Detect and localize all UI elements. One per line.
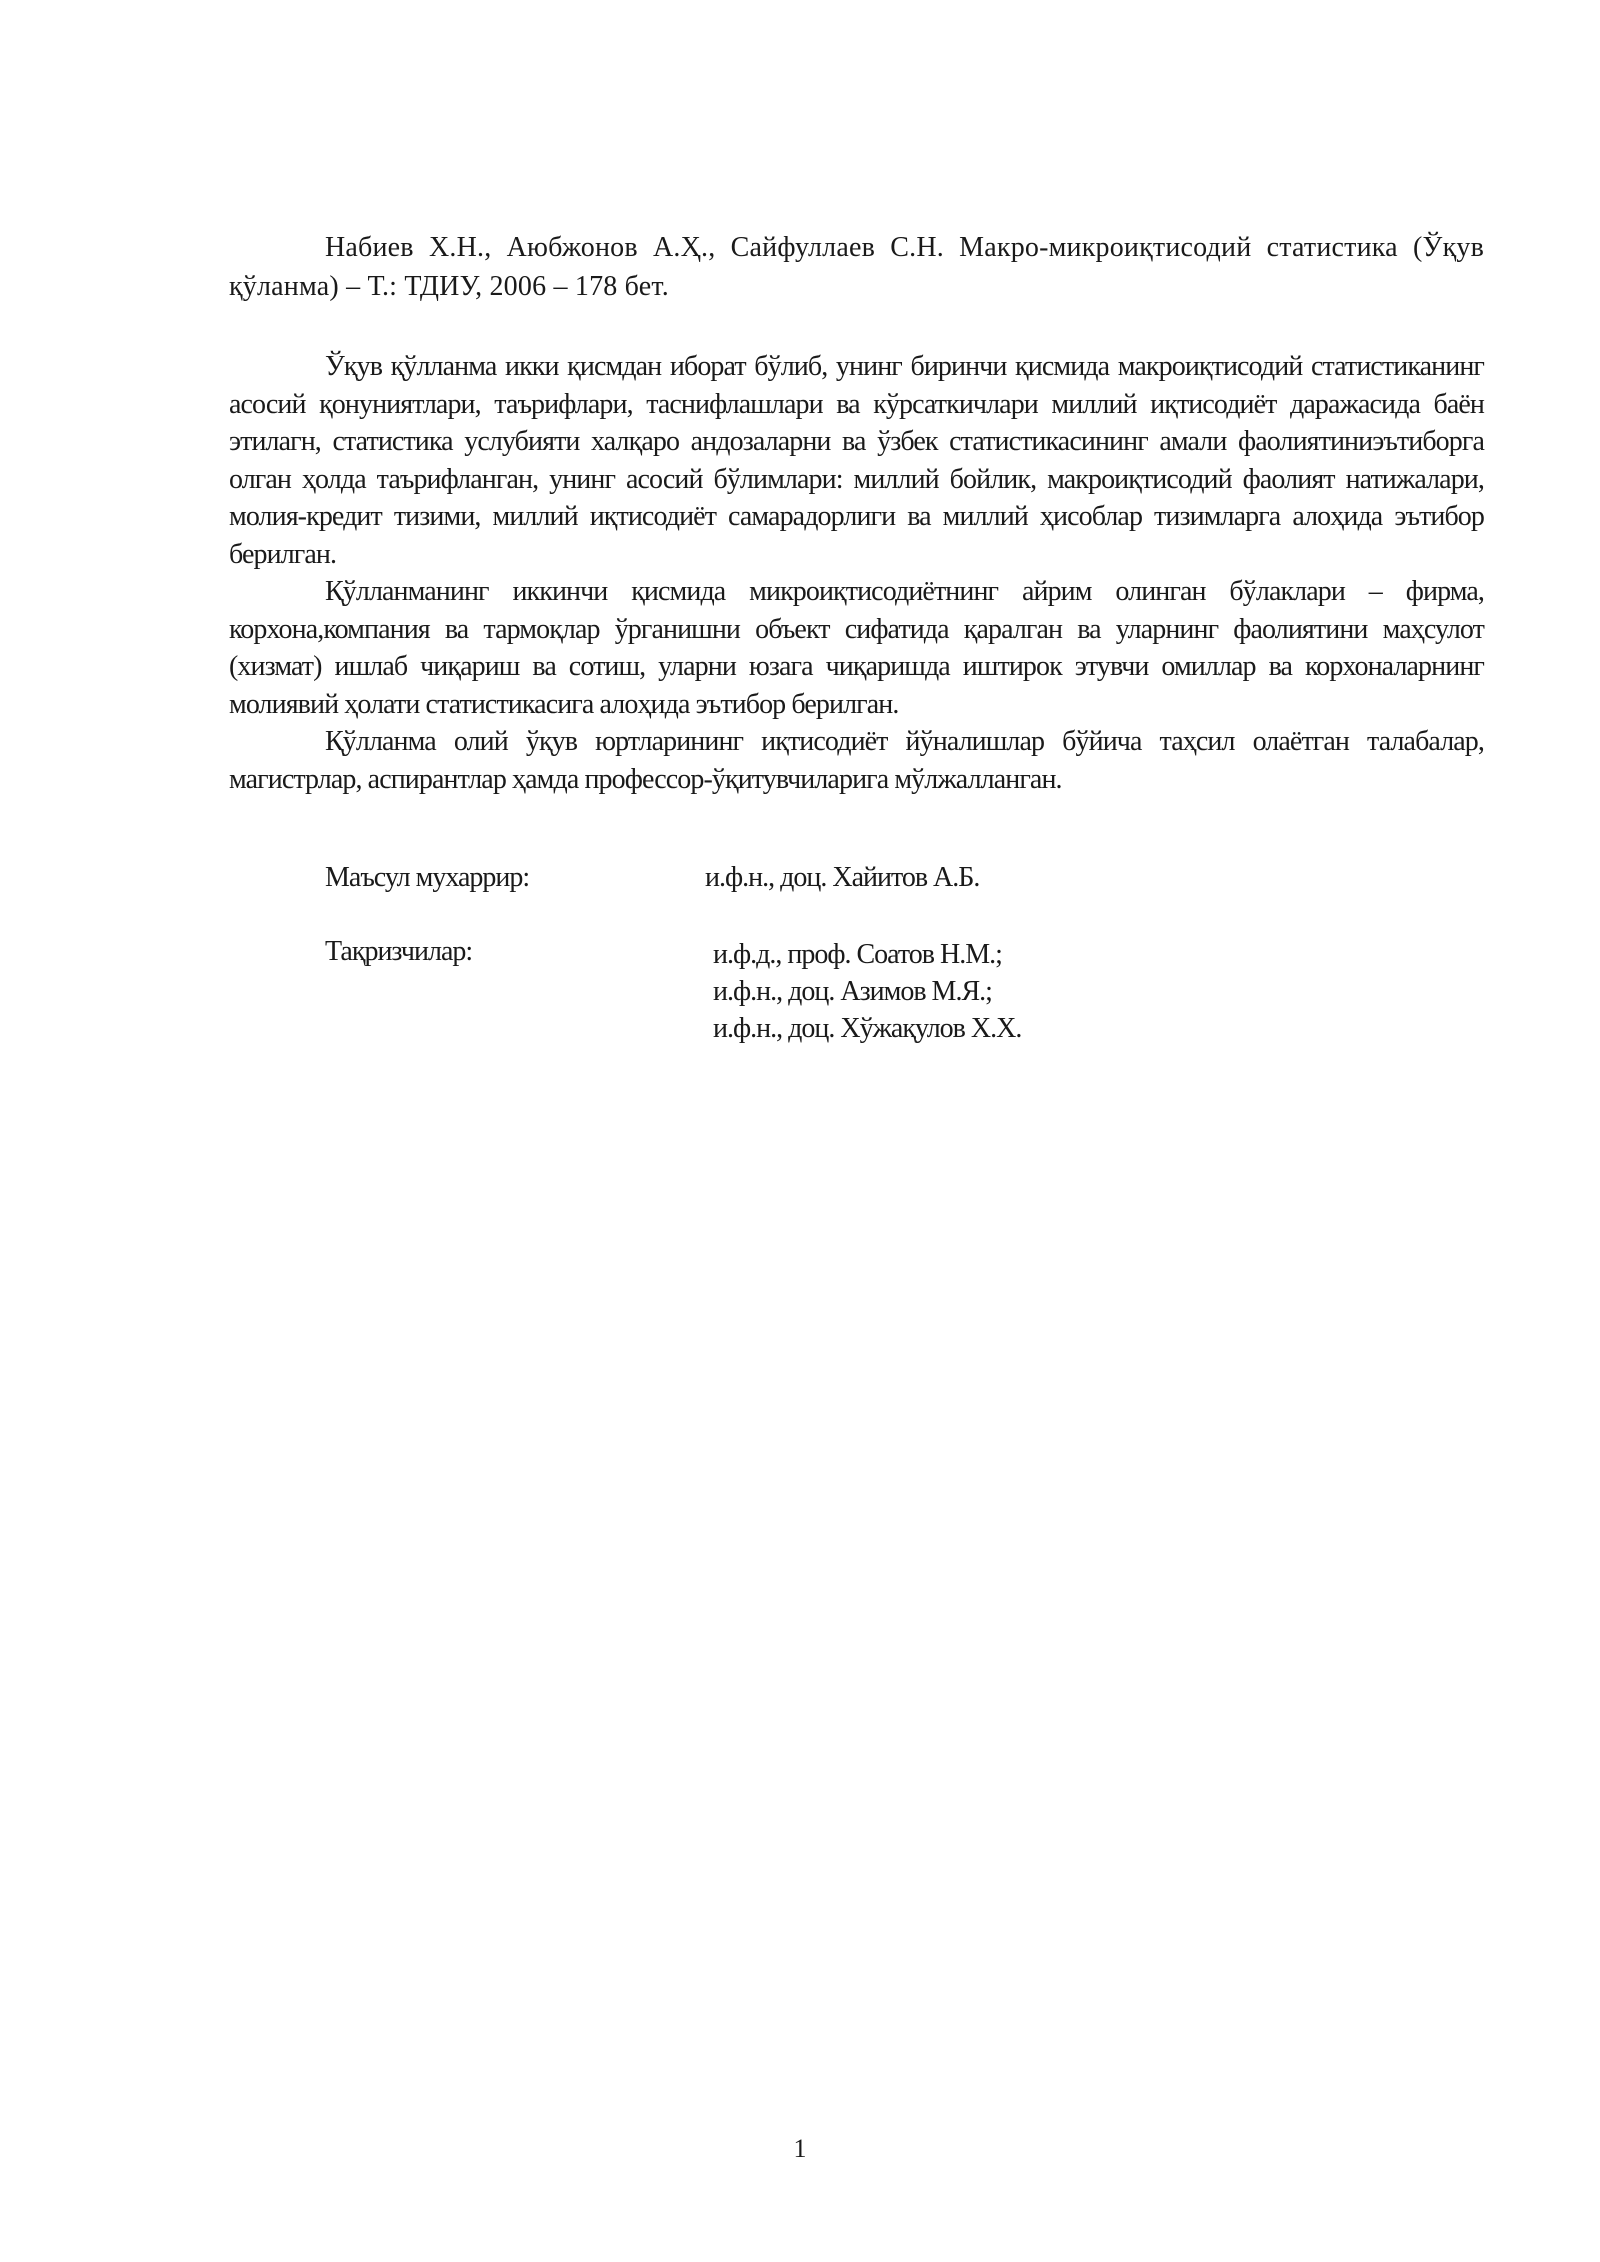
abstract-paragraph-2: Қўлланманинг иккинчи қисмида микроиқтисодиётнинг айрим олинган бўлаклари – фирма, корхона,компания ва тармоқлар ўрганишни объект сифатида қаралган ва уларнинг фаолиятини маҳсулот (хизмат) ишлаб чиқариш ва сотиш, уларни юзага чиқаришда иштирок этувчи омиллар ва корхоналарнинг молиявий ҳолати статистикасига алоҳида эътибор берилган. [229,576,1484,720]
reviewers-label: Тақризчилар: [325,936,473,967]
responsible-editor-label: Маъсул мухаррир: [325,862,530,893]
page-content [229,228,1484,798]
reviewer-item: и.ф.д., проф. Соатов Н.М.; [713,939,1002,970]
page-number: 1 [793,2134,807,2163]
abstract-paragraph-1: Ўқув қўлланма икки қисмдан иборат бўлиб, унинг биринчи қисмида макроиқтисодий статистиканинг асосий қонуниятлари, таърифлари, таснифлашлари ва кўрсаткичлари миллий иқтисодиёт даражасида баён этилагн, статистика услубияти халқаро андозаларни ва ўзбек статистикасининг амали фаолиятиниэътиборга олган ҳолда таърифланган, унинг асосий бўлимлари: миллий бойлик, макроиқтисодий фаолият натижалари, молия-кредит тизими, миллий иқтисодиёт самарадорлиги ва миллий ҳисоблар тизимларга алоҳида эътибор берилган. [229,351,1484,570]
reviewer-item: и.ф.н., доц. Хўжақулов Х.Х. [713,1013,1022,1044]
responsible-editor-name: и.ф.н., доц. Хайитов А.Б. [705,862,980,893]
abstract-paragraph-3: Қўлланма олий ўқув юртларининг иқтисодиёт йўналишлар бўйича таҳсил олаётган талабалар, магистрлар, аспирантлар ҳамда профессор-ўқитувчиларига мўлжалланган. [229,726,1484,795]
reviewers-list [713,936,1021,1047]
reviewer-item: и.ф.н., доц. Азимов М.Я.; [713,976,992,1007]
abstract [229,348,1484,798]
bibliographic-reference: Набиев Х.Н., Аюбжонов А.Ҳ., Сайфуллаев С.Н. Макро-микроиқтисодий статистика (Ўқув қўланма) – Т.: ТДИУ, 2006 – 178 бет. [229,232,1484,302]
